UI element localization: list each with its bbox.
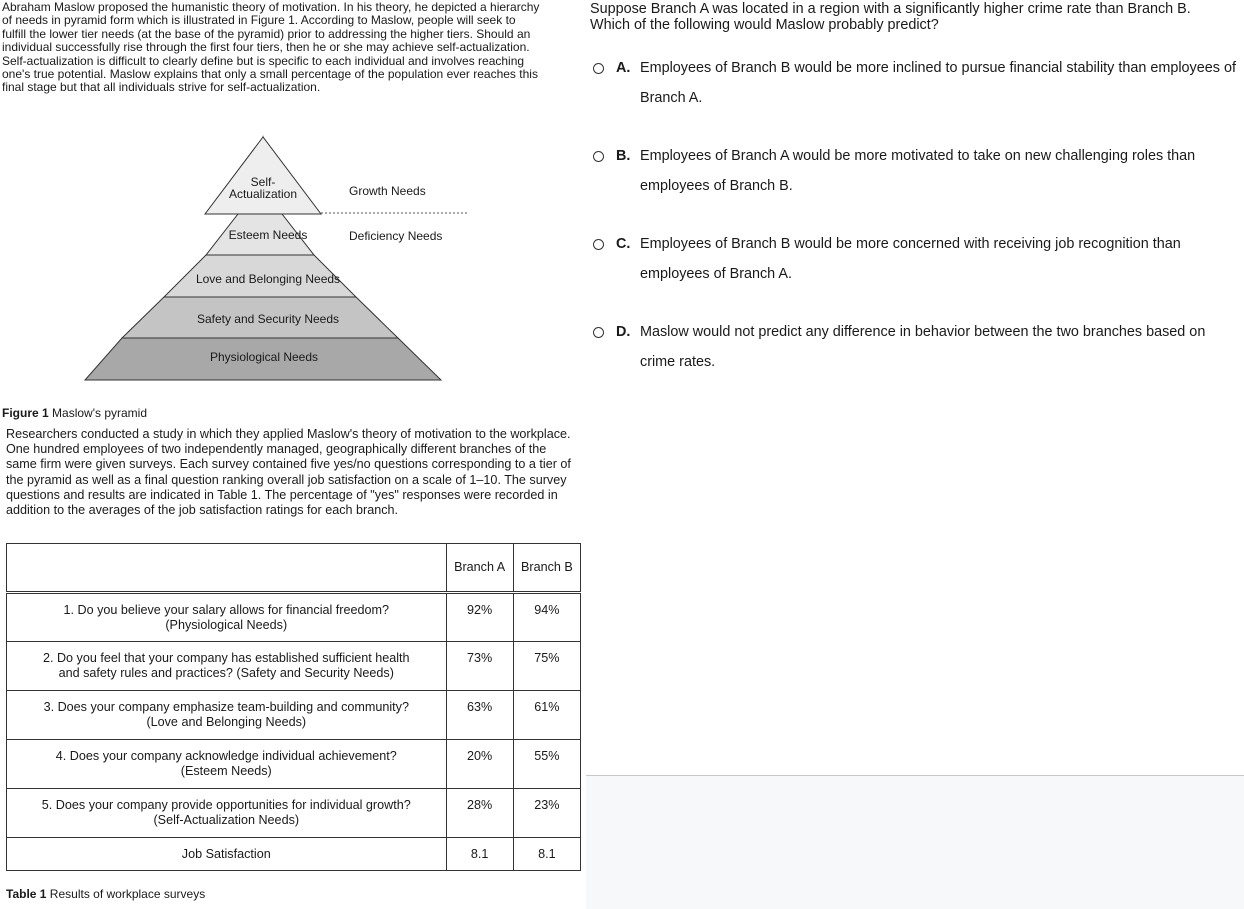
question-line: 5. Does your company provide opportunities for individual growth?	[41, 798, 411, 812]
table-cell-question	[7, 691, 447, 740]
table-cell-branch-b: 75%	[513, 642, 580, 691]
table-cell-branch-a: 28%	[446, 789, 513, 838]
option-text: Employees of Branch A would be more motivated to take on new challenging roles than employees of Branch B.	[640, 148, 1196, 194]
table-cell-satisfaction-a: 8.1	[446, 838, 513, 871]
radio-button-icon[interactable]	[593, 239, 604, 250]
question-line: 4. Does your company acknowledge individual achievement?	[55, 749, 397, 763]
table-cell-branch-b: 94%	[513, 593, 580, 642]
bottom-panel	[586, 775, 1244, 909]
question-tier: (Esteem Needs)	[180, 764, 272, 778]
option-letter: C.	[616, 236, 631, 252]
table-caption-label: Table 1	[6, 887, 47, 901]
maslow-pyramid-figure	[80, 132, 480, 388]
tier-label-physiological: Physiological Needs	[209, 350, 319, 364]
table-cell-branch-b: 61%	[513, 691, 580, 740]
passage-study: Researchers conducted a study in which they applied Maslow's theory of motivation to the workplace. One hundred employees of two independently managed, geographically different branches of the same firm were given surveys. Each survey contained five yes/no questions corresponding to a tier of the pyramid as well as a final question ranking overall job satisfaction on a scale of 1–10. The survey questions and results are indicated in Table 1. The percentage of "yes" responses were recorded in addition to the averages of the job satisfaction ratings for each branch.	[6, 427, 571, 518]
option-letter: B.	[616, 148, 631, 164]
table-cell-question	[7, 740, 447, 789]
table-row	[7, 642, 581, 691]
radio-button-icon[interactable]	[593, 63, 604, 74]
table-cell-question	[7, 642, 447, 691]
table-cell-branch-a: 20%	[446, 740, 513, 789]
table-row	[7, 789, 581, 838]
growth-needs-label: Growth Needs	[349, 184, 426, 198]
table-header-branch-b: Branch B	[513, 544, 580, 593]
question-line: 3. Does your company emphasize team-building and community?	[43, 700, 409, 714]
results-table	[6, 543, 581, 871]
question-tier: (Physiological Needs)	[165, 617, 288, 632]
radio-button-icon[interactable]	[593, 327, 604, 338]
question-line: 1. Do you believe your salary allows for financial freedom?	[63, 602, 390, 617]
question-tier: (Love and Belonging Needs)	[146, 715, 307, 729]
table-row	[7, 740, 581, 789]
table-caption	[6, 887, 205, 901]
tier-label-safety: Safety and Security Needs	[196, 312, 340, 326]
question-tier: (Self-Actualization Needs)	[153, 813, 300, 827]
table-row-job-satisfaction	[7, 838, 581, 871]
table-cell-branch-a: 63%	[446, 691, 513, 740]
table-cell-satisfaction-b: 8.1	[513, 838, 580, 871]
table-header-branch-a: Branch A	[446, 544, 513, 593]
table-row	[7, 691, 581, 740]
tier-label-self-line2: Actualization	[228, 187, 298, 201]
option-text: Maslow would not predict any difference in behavior between the two branches based on crime rates.	[640, 324, 1206, 370]
question-tier: and safety rules and practices? (Safety and Security Needs)	[58, 666, 394, 680]
table-cell-branch-a: 73%	[446, 642, 513, 691]
figure-caption-text: Maslow's pyramid	[48, 406, 148, 420]
figure-caption-label: Figure 1	[2, 406, 49, 420]
question-prompt: Suppose Branch A was located in a region with a significantly higher crime rate than Branch B. Which of the following would Maslow probably predict?	[590, 1, 1191, 33]
figure-caption	[2, 406, 147, 420]
table-cell-branch-b: 55%	[513, 740, 580, 789]
table-row	[7, 593, 581, 642]
table-header-empty	[7, 544, 447, 593]
tier-label-esteem: Esteem Needs	[228, 228, 308, 242]
table-cell-branch-a: 92%	[446, 593, 513, 642]
radio-button-icon[interactable]	[593, 151, 604, 162]
tier-label-love: Love and Belonging Needs	[195, 272, 341, 286]
table-cell-question	[7, 593, 447, 642]
option-letter: A.	[616, 60, 631, 76]
passage-intro: Abraham Maslow proposed the humanistic theory of motivation. In his theory, he depicted a hierarchy of needs in pyramid form which is illustrated in Figure 1. According to Maslow, people will seek to fulfill the lower tier needs (at the base of the pyramid) prior to addressing the higher tiers. Should an individual successfully rise through the first four tiers, then he or she may achieve self-actualization. Self-actualization is difficult to clearly define but is specific to each individual and involves reaching one's true potential. Maslow explains that only a small percentage of the population ever reaches this final stage but that all individuals strive for self-actualization.	[2, 0, 540, 95]
tier-label-self-line1: Self-	[250, 175, 276, 189]
table-cell-satisfaction-label: Job Satisfaction	[7, 838, 447, 871]
question-line: 2. Do you feel that your company has established sufficient health	[42, 651, 410, 665]
table-cell-question	[7, 789, 447, 838]
table-caption-text: Results of workplace surveys	[46, 887, 206, 901]
deficiency-needs-label: Deficiency Needs	[349, 229, 443, 243]
table-cell-branch-b: 23%	[513, 789, 580, 838]
option-text: Employees of Branch B would be more concerned with receiving job recognition than employees of Branch A.	[640, 236, 1181, 282]
table-header-row	[7, 544, 581, 593]
option-letter: D.	[616, 324, 631, 340]
passage-pane	[0, 0, 586, 908]
option-text: Employees of Branch B would be more inclined to pursue financial stability than employees of Branch A.	[640, 60, 1236, 106]
